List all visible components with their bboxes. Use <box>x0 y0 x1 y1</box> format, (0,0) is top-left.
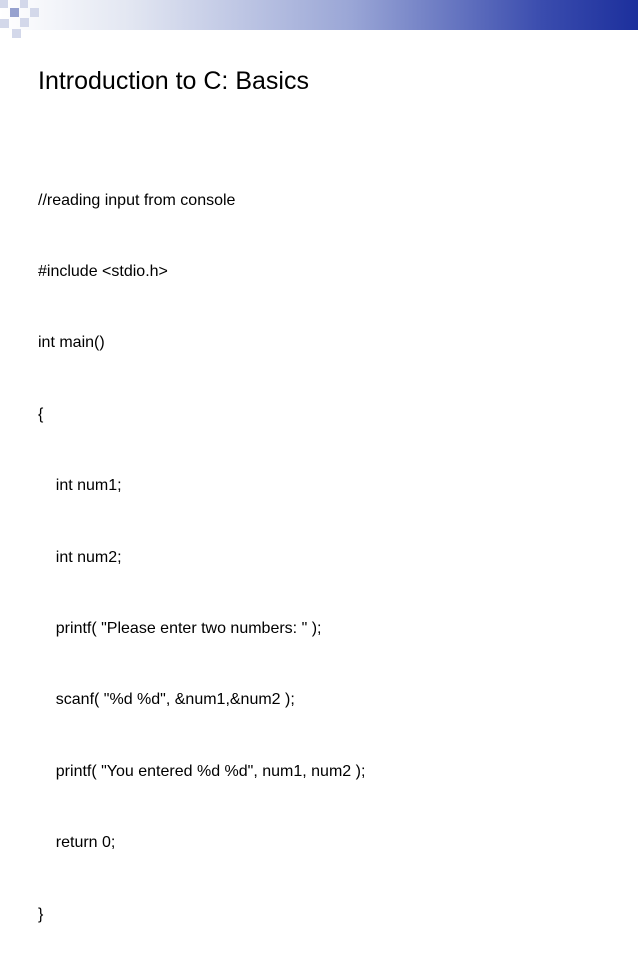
header-gradient-bar <box>0 0 638 30</box>
deco-square <box>10 8 19 17</box>
code-line: return 0; <box>38 834 116 852</box>
code-line: int num2; <box>38 548 122 566</box>
code-line: int main() <box>38 334 105 352</box>
code-line: int num1; <box>38 477 122 495</box>
code-line: printf( "Please enter two numbers: " ); <box>38 619 322 637</box>
deco-square <box>30 8 39 17</box>
slide-title: Introduction to C: Basics <box>38 67 309 95</box>
code-block <box>38 141 365 958</box>
code-line: scanf( "%d %d", &num1,&num2 ); <box>38 691 295 709</box>
code-line: #include <stdio.h> <box>38 262 168 280</box>
deco-square <box>20 18 29 27</box>
code-line: printf( "You entered %d %d", num1, num2 ); <box>38 762 366 780</box>
code-line: //reading input from console <box>38 191 236 209</box>
code-line: } <box>38 905 44 923</box>
deco-square <box>12 29 21 38</box>
code-line: { <box>38 405 44 423</box>
deco-square <box>0 19 9 28</box>
deco-square <box>0 0 8 8</box>
decorative-squares <box>0 0 60 45</box>
deco-square <box>20 0 28 8</box>
